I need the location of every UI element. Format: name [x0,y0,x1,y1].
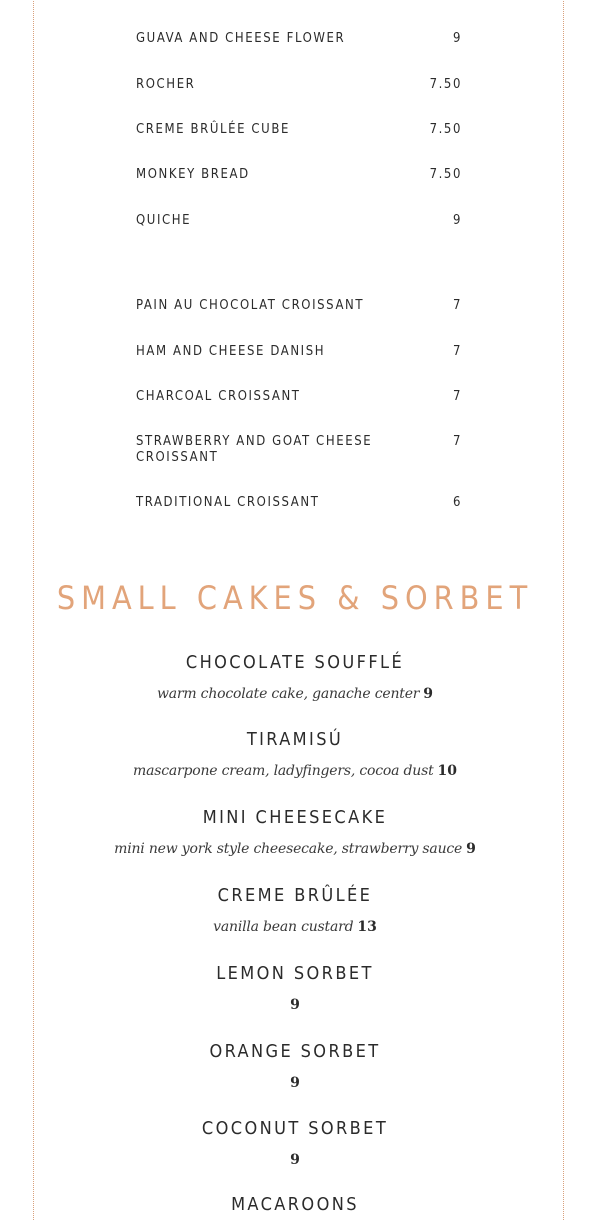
menu-item-price: 9 [452,31,462,46]
dessert-item [0,1194,590,1216]
dessert-description: vanilla bean custard [213,919,354,935]
menu-item-price: 7.50 [429,167,462,182]
menu-item-row [136,298,462,314]
menu-item-row [136,389,462,405]
menu-item-row [136,31,462,47]
dessert-detail [0,996,590,1014]
menu-item-price: 7 [452,298,462,313]
menu-item-name: HAM AND CHEESE DANISH [136,344,326,359]
dessert-name: COCONUT SORBET [201,1118,389,1139]
section-title: SMALL CAKES & SORBET [56,579,534,617]
dessert-price: 9 [290,1075,300,1091]
menu-item-name: QUICHE [136,213,192,228]
menu-item-price: 9 [452,213,462,228]
dessert-item [0,652,590,703]
dessert-price: 9 [290,1152,300,1168]
dessert-description: mini new york style cheesecake, strawberry sauce [114,841,463,857]
dessert-name: CREME BRÛLÉE [217,885,373,906]
menu-item-price: 7 [452,434,462,449]
dessert-item [0,885,590,936]
menu-item-row [136,495,462,511]
dessert-price: 9 [466,841,476,857]
dessert-name: CHOCOLATE SOUFFLÉ [185,652,405,673]
dessert-item [0,963,590,1014]
dessert-item [0,807,590,858]
dessert-detail [0,918,590,936]
menu-item-row [136,122,462,138]
dessert-detail [0,762,590,780]
menu-item-row [136,77,462,93]
menu-item-row [136,213,462,229]
menu-item-price: 7.50 [429,77,462,92]
dessert-name: MACAROONS [231,1194,359,1215]
dessert-name: MINI CHEESECAKE [202,807,388,828]
dessert-description: warm chocolate cake, ganache center [156,686,420,702]
dessert-detail [0,1151,590,1169]
menu-item-price: 6 [452,495,462,510]
dessert-detail [0,685,590,703]
dessert-item [0,1041,590,1092]
menu-item-price: 7 [452,389,462,404]
dessert-detail [0,840,590,858]
menu-item-name: STRAWBERRY AND GOAT CHEESE CROISSANT [136,434,373,465]
menu-item-price: 7 [452,344,462,359]
dessert-price: 9 [290,997,300,1013]
dessert-name: ORANGE SORBET [209,1041,381,1062]
menu-item-row [136,167,462,183]
dessert-item [0,1118,590,1169]
dessert-name: TIRAMISÚ [246,729,344,750]
dessert-description: mascarpone cream, ladyfingers, cocoa dust [133,763,434,779]
dessert-price: 10 [437,763,457,779]
menu-item-name: CHARCOAL CROISSANT [136,389,301,404]
dessert-detail [0,1074,590,1092]
dessert-price: 13 [357,919,377,935]
menu-item-row [136,344,462,360]
menu-item-name: PAIN AU CHOCOLAT CROISSANT [136,298,365,313]
menu-item-name: MONKEY BREAD [136,167,250,182]
menu-item-row [136,434,462,466]
menu-item-name: GUAVA AND CHEESE FLOWER [136,31,346,46]
dessert-name: LEMON SORBET [216,963,374,984]
menu-item-name: ROCHER [136,77,196,92]
menu-item-price: 7.50 [429,122,462,137]
menu-item-name: TRADITIONAL CROISSANT [136,495,320,510]
menu-item-name: CREME BRÛLÉE CUBE [136,122,290,137]
dessert-item [0,729,590,780]
dessert-price: 9 [423,686,434,702]
